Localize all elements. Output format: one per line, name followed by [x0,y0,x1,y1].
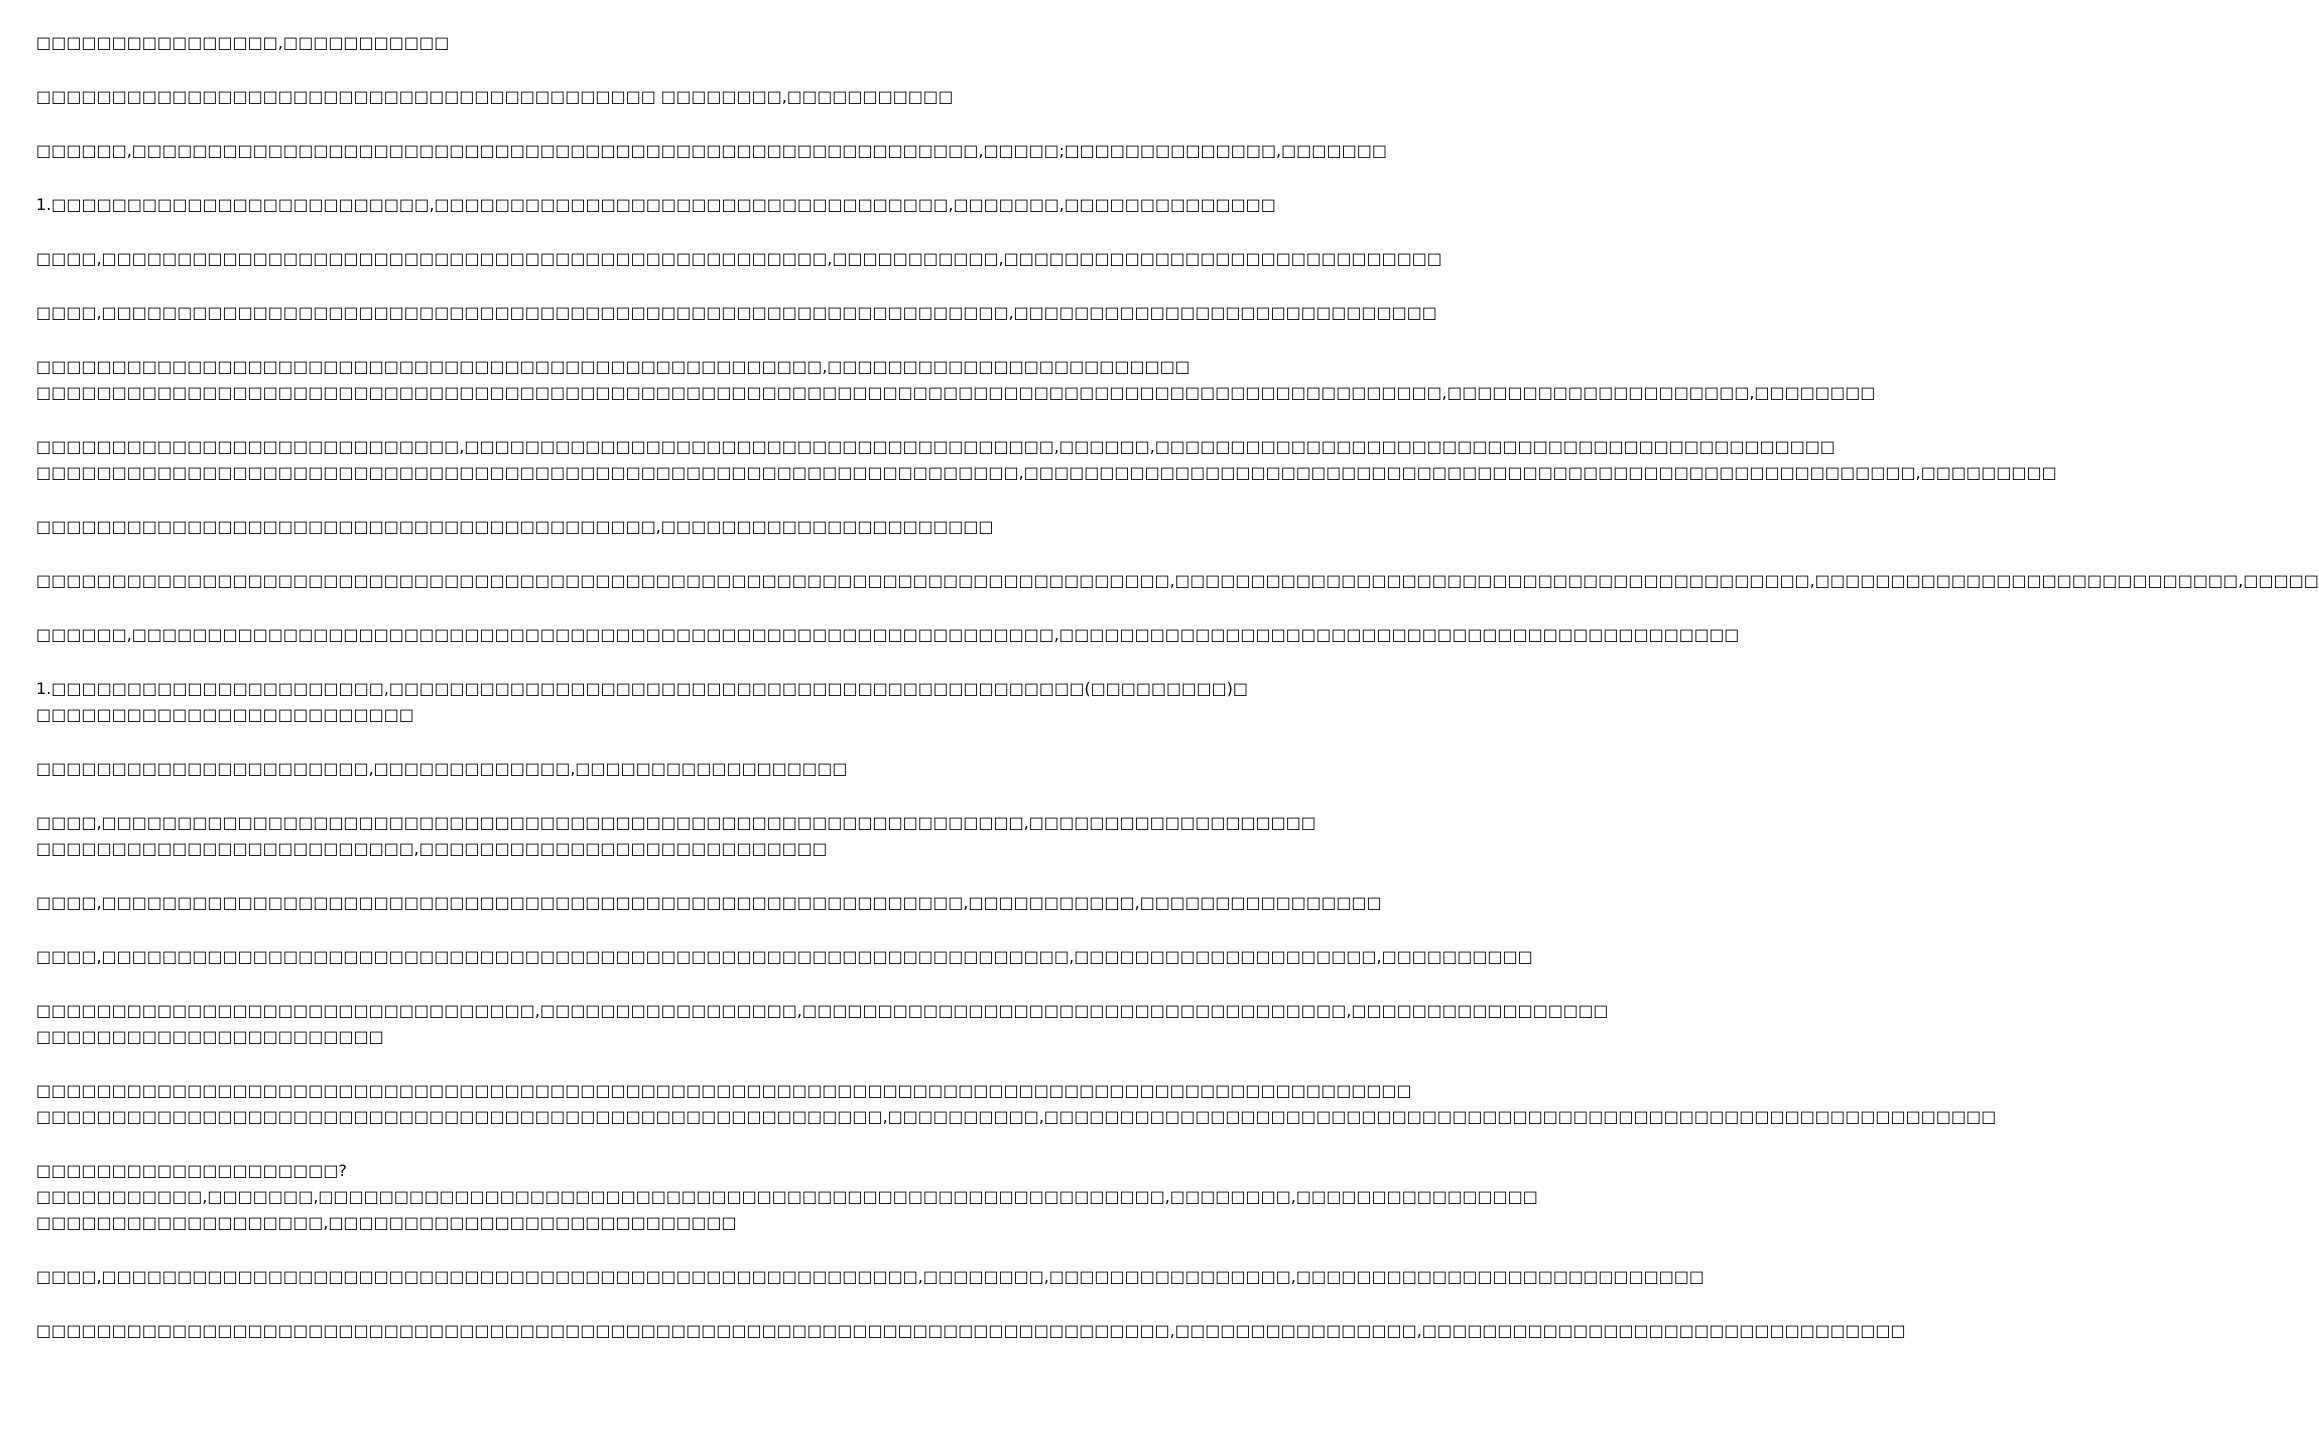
text-line: □□□□□□,□□□□□□□□□□□□□□□□□□□□□□□□□□□□□□□□□□□□□□□□□□□□□□□□□□□□□□□□,□□□□□;□□□□□□□□□□□□□□,□□□□□□□ [36,141,1387,160]
text-line: □□□□□□□□□□□□□□□□□□□□□□□□□□□□□□□□□,□□□□□□□□□□□□□□□□□,□□□□□□□□□□□□□□□□□□□□□□□□□□□□□□□□□□□□,□□□□□□□□□□□□□□□□□ [36,1001,1609,1020]
text-line: □□□□□□□□□□□□□□□□□□□□□□□□□□□□□□□□□□□□□□□□□□□□□□□□□□□□□□□□□□□□□□□□□,□□□□□□□□□□□□□□□□□□□□□□□□□□□□□□□□□□□□□□□□□□□□□□□□□□□□□□□□□□□,□□□□□□□□□ [36,463,2057,482]
paragraph [36,622,1740,648]
text-line: □□□□□□□□□□□□□□□□□□□□□□□□□□□□□□□□□□□□□□□□□□□□□□□□□□□□□□□□□□□□□□□□□□□□□□□□□□□,□□□□□□□□□□□□□□□□□□□□□□□□□□□□□□□□□□□□□□□□□□,□□□□□□□□□□□□□□□□□□□□□□□□□□□□,□□□□□ [36,571,2319,590]
paragraph [36,84,990,110]
paragraph [36,192,1276,218]
paragraph [36,1078,1997,1130]
text-line: 1.□□□□□□□□□□□□□□□□□□□□□□,□□□□□□□□□□□□□□□□□□□□□□□□□□□□□□□□□□□□□□□□□□□□□□(□□□□□□□□□)□ [36,679,1248,698]
paragraph [36,514,994,540]
paragraph [36,756,990,782]
text-line: □□□□□□□□□□□□□□□□□□□,□□□□□□□□□□□□□□□□□□□□□□□□□□□ [36,1213,737,1232]
text-line: □□□□□□□□□□□□□□□□□□□□□□□□□□□□,□□□□□□□□□□□□□□□□□□□□□□□□□□□□□□□□□□□□□□□,□□□□□□,□□□□□□□□□□□□□□□□□□□□□□□□□□□□□□□□□□□□□□□□□□□□□ [36,437,1836,456]
paragraph [36,1264,1705,1290]
text-line: □□□□,□□□□□□□□□□□□□□□□□□□□□□□□□□□□□□□□□□□□□□□□□□□□□□□□□□□□□□□□□,□□□□□□□□□□□,□□□□□□□□□□□□□□□□ [36,893,1382,912]
text-line: □□□□□□□□□□□□□□□□□□□□□□□□□□□□□□□□□□□□□□□□□□□□□□□□□□□□□□□□□□□□□□□□□□□□□□□□□□□□□□□□□□□□□□□□□□□□□,□□□□□□□□□□□□□□□□□□□□,□□□□□□□□ [36,383,1876,402]
text-line: □□□□□□□□□□□□□□□□□□□□□□□□□□□□□□□□□□□□□□□□□ □□□□□□□□,□□□□□□□□□□□ [36,87,954,106]
text-line: □□□□□□□□□□□□□□□□□□□□□□□□□□□□□□□□□□□□□□□□□□□□□□□□□□□□,□□□□□□□□□□□□□□□□□□□□□□□□ [36,357,1190,376]
paragraph [36,1318,1906,1344]
text-line: □□□□,□□□□□□□□□□□□□□□□□□□□□□□□□□□□□□□□□□□□□□□□□□□□□□□□□□□□□□,□□□□□□□□,□□□□□□□□□□□□□□□□,□□□□□□□□□□□□□□□□□□□□□□□□□□□ [36,1267,1705,1286]
paragraph [36,1158,1538,1236]
paragraph [36,676,1248,728]
text-line: □□□□□□□□□□□□□□□□□□□□□□□□□□□□□□□□□□□□□□□□□□□□□□□□□□□□□□□□□□□□□□□□□□□□□□□□□□□□□□□□□□□□□□□□□□□ [36,1081,1412,1100]
text-line: □□□□□□□□□□□□□□□□□□□□□□□ [36,1027,384,1046]
text-line: □□□□□□□□□□□□□□□□□□□□□□□□□,□□□□□□□□□□□□□□□□□□□□□□□□□□□ [36,839,828,858]
text-line: □□□□□□□□□□□□□□□□□□□□? [36,1161,347,1180]
paragraph [36,138,1387,164]
text-line: □□□□,□□□□□□□□□□□□□□□□□□□□□□□□□□□□□□□□□□□□□□□□□□□□□□□□□□□□□□□□□□□□,□□□□□□□□□□□□□□□□□□□□□□□□□□□□ [36,303,1437,322]
text-line: □□□□□□□□□□□□□□□□□□□□□□□□□□□□□□□□□□□□□□□□□□□□□□□□□□□□□□□□,□□□□□□□□□□,□□□□□□□□□□□□□□□□□□□□□□□□□□□□□□□□□□□□□□□□□□□□□□□□□□□□□□□□□□□□□□□ [36,1107,1997,1126]
text-line: □□□□,□□□□□□□□□□□□□□□□□□□□□□□□□□□□□□□□□□□□□□□□□□□□□□□□,□□□□□□□□□□□,□□□□□□□□□□□□□□□□□□□□□□□□□□□□□ [36,249,1443,268]
paragraph [36,944,1533,970]
document-body [36,30,2319,1372]
paragraph [36,30,990,56]
text-line: □□□□,□□□□□□□□□□□□□□□□□□□□□□□□□□□□□□□□□□□□□□□□□□□□□□□□□□□□□□□□□□□□□□□□,□□□□□□□□□□□□□□□□□□□□,□□□□□□□□□□ [36,947,1533,966]
text-line: □□□□,□□□□□□□□□□□□□□□□□□□□□□□□□□□□□□□□□□□□□□□□□□□□□□□□□□□□□□□□□□□□□,□□□□□□□□□□□□□□□□□□□ [36,813,1317,832]
paragraph [36,998,1609,1050]
text-line: □□□□□□□□□□□□□□□□□□□□□□□□□□□□□□□□□□□□□□□□□□□□□□□□□□□□□□□□□□□□□□□□□□□□□□□□□□□,□□□□□□□□□□□□□□□□,□□□□□□□□□□□□□□□□□□□□□□□□□□□□□□□□ [36,1321,1906,1340]
paragraph [36,568,2319,594]
paragraph [36,890,1382,916]
text-line: □□□□□□,□□□□□□□□□□□□□□□□□□□□□□□□□□□□□□□□□□□□□□□□□□□□□□□□□□□□□□□□□□□□□,□□□□□□□□□□□□□□□□□□□□□□□□□□□□□□□□□□□□□□□□□□□□□ [36,625,1740,644]
paragraph [36,434,2057,486]
paragraph [36,246,1443,272]
text-line: □□□□□□□□□□□□□□□□,□□□□□□□□□□□ [36,33,450,52]
text-line: □□□□□□□□□□□□□□□□□□□□□□□□□□□□□□□□□□□□□□□□□,□□□□□□□□□□□□□□□□□□□□□□ [36,517,994,536]
text-line: 1.□□□□□□□□□□□□□□□□□□□□□□□□□,□□□□□□□□□□□□□□□□□□□□□□□□□□□□□□□□□□,□□□□□□□,□□□□□□□□□□□□□□ [36,195,1276,214]
paragraph [36,354,1876,406]
text-line: □□□□□□□□□□□□□□□□□□□□□□,□□□□□□□□□□□□□,□□□□□□□□□□□□□□□□□□ [36,759,848,778]
text-line: □□□□□□□□□□□□□□□□□□□□□□□□□ [36,705,414,724]
paragraph [36,300,1437,326]
paragraph [36,810,1317,862]
text-line: □□□□□□□□□□□,□□□□□□□,□□□□□□□□□□□□□□□□□□□□□□□□□□□□□□□□□□□□□□□□□□□□□□□□□□□□□□□□,□□□□□□□□,□□□□□□□□□□□□□□□□ [36,1187,1538,1206]
